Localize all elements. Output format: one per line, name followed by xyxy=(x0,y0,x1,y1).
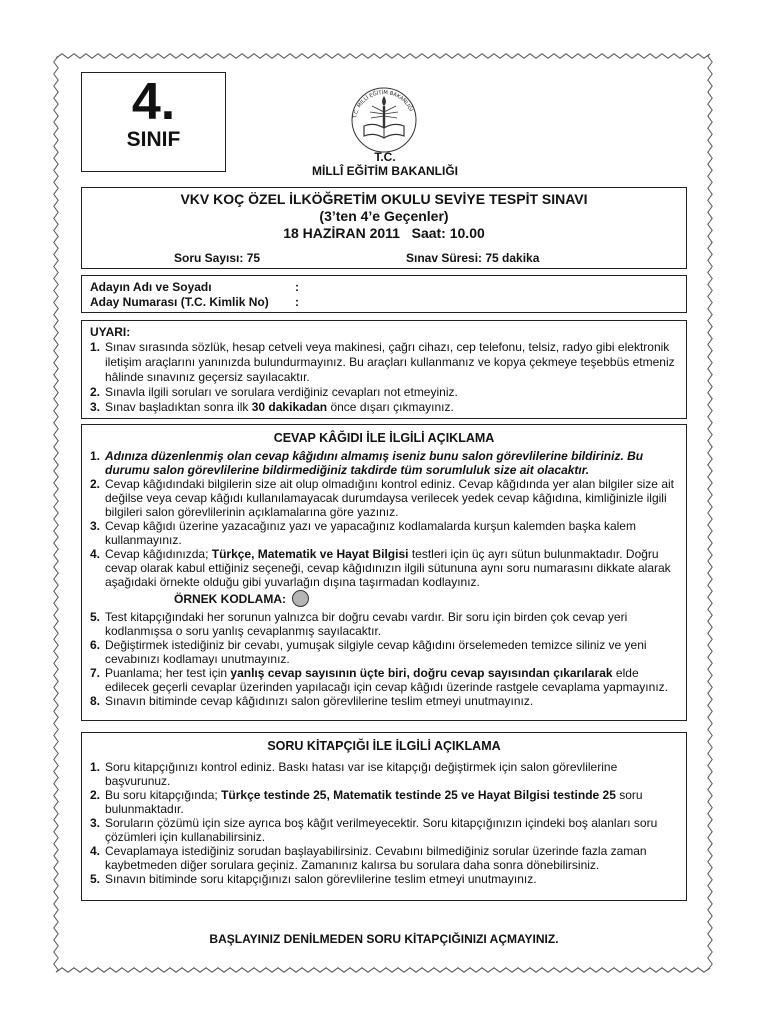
exam-duration: Sınav Süresi: 75 dakika xyxy=(406,251,540,265)
answer-item xyxy=(90,666,678,694)
answer-item xyxy=(90,638,678,666)
item-number: 5. xyxy=(90,610,101,624)
item-text-bold: 30 dakikadan xyxy=(251,400,328,414)
warning-item xyxy=(90,385,678,400)
item-number: 3. xyxy=(90,400,101,414)
answer-item xyxy=(90,694,678,708)
candidate-name-label: Adayın Adı ve Soyadı xyxy=(90,280,212,294)
item-text: Soruların çözümü için size ayrıca boş kâğıt verilmeyecektir. Soru kitapçığınızın içindeki boş alanları soru çözümleri için kullanabilirsiniz. xyxy=(105,816,658,844)
item-number: 4. xyxy=(90,547,101,561)
item-number: 4. xyxy=(90,844,101,858)
exam-date: 18 HAZİRAN 2011 xyxy=(283,225,400,241)
exam-title: VKV KOÇ ÖZEL İLKÖĞRETİM OKULU SEVİYE TESPİT SINAVI xyxy=(180,191,588,207)
warning-heading: UYARI: xyxy=(90,325,131,339)
item-number: 1. xyxy=(90,760,101,774)
item-text: Soru kitapçığınızı kontrol ediniz. Baskı hatası var ise kitapçığı değiştirmek için salon görevlilerine başvurunuz. xyxy=(105,760,618,788)
candidate-number-colon: : xyxy=(295,295,299,309)
ministry-name: MİLLÎ EĞİTİM BAKANLIĞI xyxy=(312,164,458,178)
item-text: Sınav başladıktan sonra ilk xyxy=(105,400,252,414)
exam-title-box xyxy=(81,187,687,269)
grade-box xyxy=(81,72,226,172)
item-text-bold: Türkçe, Matematik ve Hayat Bilgisi xyxy=(211,547,409,561)
item-text: elde edilecek geçerli cevaplar üzerinden yapılacağı için cevap kâğıdı üzerinde rastgele cevaplama yapmayınız. xyxy=(105,666,668,694)
item-text: Cevap kâğıdı üzerine yazacağınız yazı ve yapacağınız kodlamalarda kurşun kalemden başka kalem kullanmayınız. xyxy=(105,519,636,547)
candidate-name-colon: : xyxy=(295,280,299,294)
item-text: Sınavın bitiminde cevap kâğıdınızı salon görevlilerine teslim etmeyi unutmayınız. xyxy=(105,694,534,708)
item-text: Test kitapçığındaki her sorunun yalnızca bir doğru cevabı vardır. Bir soru için birden çok cevap yeri kodlanmışsa o soru yanlış cevaplanmış sayılacaktır. xyxy=(105,610,628,638)
warning-item xyxy=(90,340,678,385)
answer-sheet-box xyxy=(81,424,687,721)
item-number: 2. xyxy=(90,788,101,802)
exam-date-time xyxy=(82,225,686,242)
item-text: Cevaplamaya istediğiniz sorudan başlayabilirsiniz. Cevabını bilmediğiniz sorular üzerinde fazla zaman kaybetmeden diğer sorulara geçiniz. Zamanınız kalırsa bu sorulara daha sonra dönebilirsiniz. xyxy=(105,844,647,872)
exam-subtitle: (3’ten 4’e Geçenler) xyxy=(319,208,449,224)
item-text: Cevap kâğıdındaki bilgilerin size ait olup olmadığını kontrol ediniz. Cevap kâğıdında yer alan bilgiler size ait değilse veya cevap kâğıdı kullanılamayacak durumdaysa verilecek yedek cevap kâğıdına, kimliğinizle ilgili bilgileri salon görevlilerinin açıklamalarına göre yazınız. xyxy=(105,477,674,519)
item-text: Sınav sırasında sözlük, hesap cetveli veya makinesi, çağrı cihazı, cep telefonu, telsiz, radyo gibi elektronik iletişim araçlarını yanınızda bulundurmayınız. Bu araçları kullanmanız ve kopya çekmeye teşebbüs etmeniz hâlinde sınavınız geçersiz sayılacaktır. xyxy=(105,340,675,384)
item-number: 5. xyxy=(90,872,101,886)
item-number: 8. xyxy=(90,694,101,708)
answer-sheet-heading: CEVAP KÂĞIDI İLE İLGİLİ AÇIKLAMA xyxy=(273,431,495,445)
booklet-item xyxy=(90,872,678,886)
item-text: soru bulunmaktadır. xyxy=(105,788,643,816)
example-coding-label: ÖRNEK KODLAMA: xyxy=(174,591,286,606)
ministry-emblem-icon xyxy=(346,82,422,154)
item-text: Bu soru kitapçığında; xyxy=(105,788,222,802)
item-text: Sınavla ilgili soruları ve sorulara verdiğiniz cevapları not etmeyiniz. xyxy=(105,385,458,399)
example-coding xyxy=(90,590,678,607)
item-number: 3. xyxy=(90,519,101,533)
item-text: Değiştirmek istediğiniz bir cevabı, yumuşak silgiyle cevap kâğıdını örselemeden temizce siliniz ve yeni cevabınızı kodlamayı unutmayınız. xyxy=(105,638,647,666)
ministry-heading xyxy=(260,150,510,178)
item-number: 7. xyxy=(90,666,101,680)
item-text: testleri için üç ayrı sütun bulunmaktadır. Doğru cevap olarak kabul ettiğiniz seçeneği, cevap kâğıdınızın ilgili sütununa aynı soru numarasını dikkate alarak aşağıdaki örnekte olduğu gibi yuvarlağın dışına taşırmadan kodlayınız. xyxy=(105,547,671,589)
item-text: önce dışarı çıkmayınız. xyxy=(327,400,454,414)
booklet-item xyxy=(90,844,678,872)
item-number: 1. xyxy=(90,340,101,354)
warning-box xyxy=(81,320,687,419)
item-text-bold: Türkçe testinde 25, Matematik testinde 25 ve Hayat Bilgisi testinde 25 xyxy=(221,788,616,802)
filled-bubble-icon xyxy=(292,590,309,607)
emblem-text: T.C. MİLLÎ EĞİTİM BAKANLIĞI xyxy=(352,89,414,119)
grade-label: SINIF xyxy=(126,128,181,151)
candidate-info-box xyxy=(81,275,687,313)
answer-item xyxy=(90,547,678,589)
item-number: 6. xyxy=(90,638,101,652)
item-number: 1. xyxy=(90,449,101,463)
answer-item xyxy=(90,519,678,547)
item-number: 2. xyxy=(90,477,101,491)
booklet-item xyxy=(90,760,678,788)
item-number: 2. xyxy=(90,385,101,399)
item-text-bold: yanlış cevap sayısının üçte biri, doğru cevap sayısından çıkarılarak xyxy=(230,666,613,680)
booklet-box xyxy=(81,732,687,901)
booklet-heading: SORU KİTAPÇIĞI İLE İLGİLİ AÇIKLAMA xyxy=(267,739,501,753)
warning-item xyxy=(90,400,678,415)
footer-notice: BAŞLAYINIZ DENİLMEDEN SORU KİTAPÇIĞINIZI AÇMAYINIZ. xyxy=(209,932,559,946)
booklet-item xyxy=(90,816,678,844)
grade-number: 4. xyxy=(131,73,176,131)
answer-item xyxy=(90,449,678,477)
question-count: Soru Sayısı: 75 xyxy=(174,251,261,265)
item-text: Puanlama; her test için xyxy=(105,666,231,680)
item-text: Cevap kâğıdınızda; xyxy=(105,547,212,561)
exam-time: Saat: 10.00 xyxy=(411,225,485,241)
ministry-tc: T.C. xyxy=(374,150,396,164)
item-text: Adınıza düzenlenmiş olan cevap kâğıdını almamış iseniz bunu salon görevlilerine bildiriniz. Bu durumu salon görevlilerine bildirmediğiniz takdirde tüm sorumluluk size ait olacaktır. xyxy=(105,449,644,477)
item-number: 3. xyxy=(90,816,101,830)
answer-item xyxy=(90,477,678,519)
item-text: Sınavın bitiminde soru kitapçığınızı salon görevlilerine teslim etmeyi unutmayınız. xyxy=(105,872,537,886)
booklet-item xyxy=(90,788,678,816)
answer-item xyxy=(90,610,678,638)
candidate-number-label: Aday Numarası (T.C. Kimlik No) xyxy=(90,295,269,309)
